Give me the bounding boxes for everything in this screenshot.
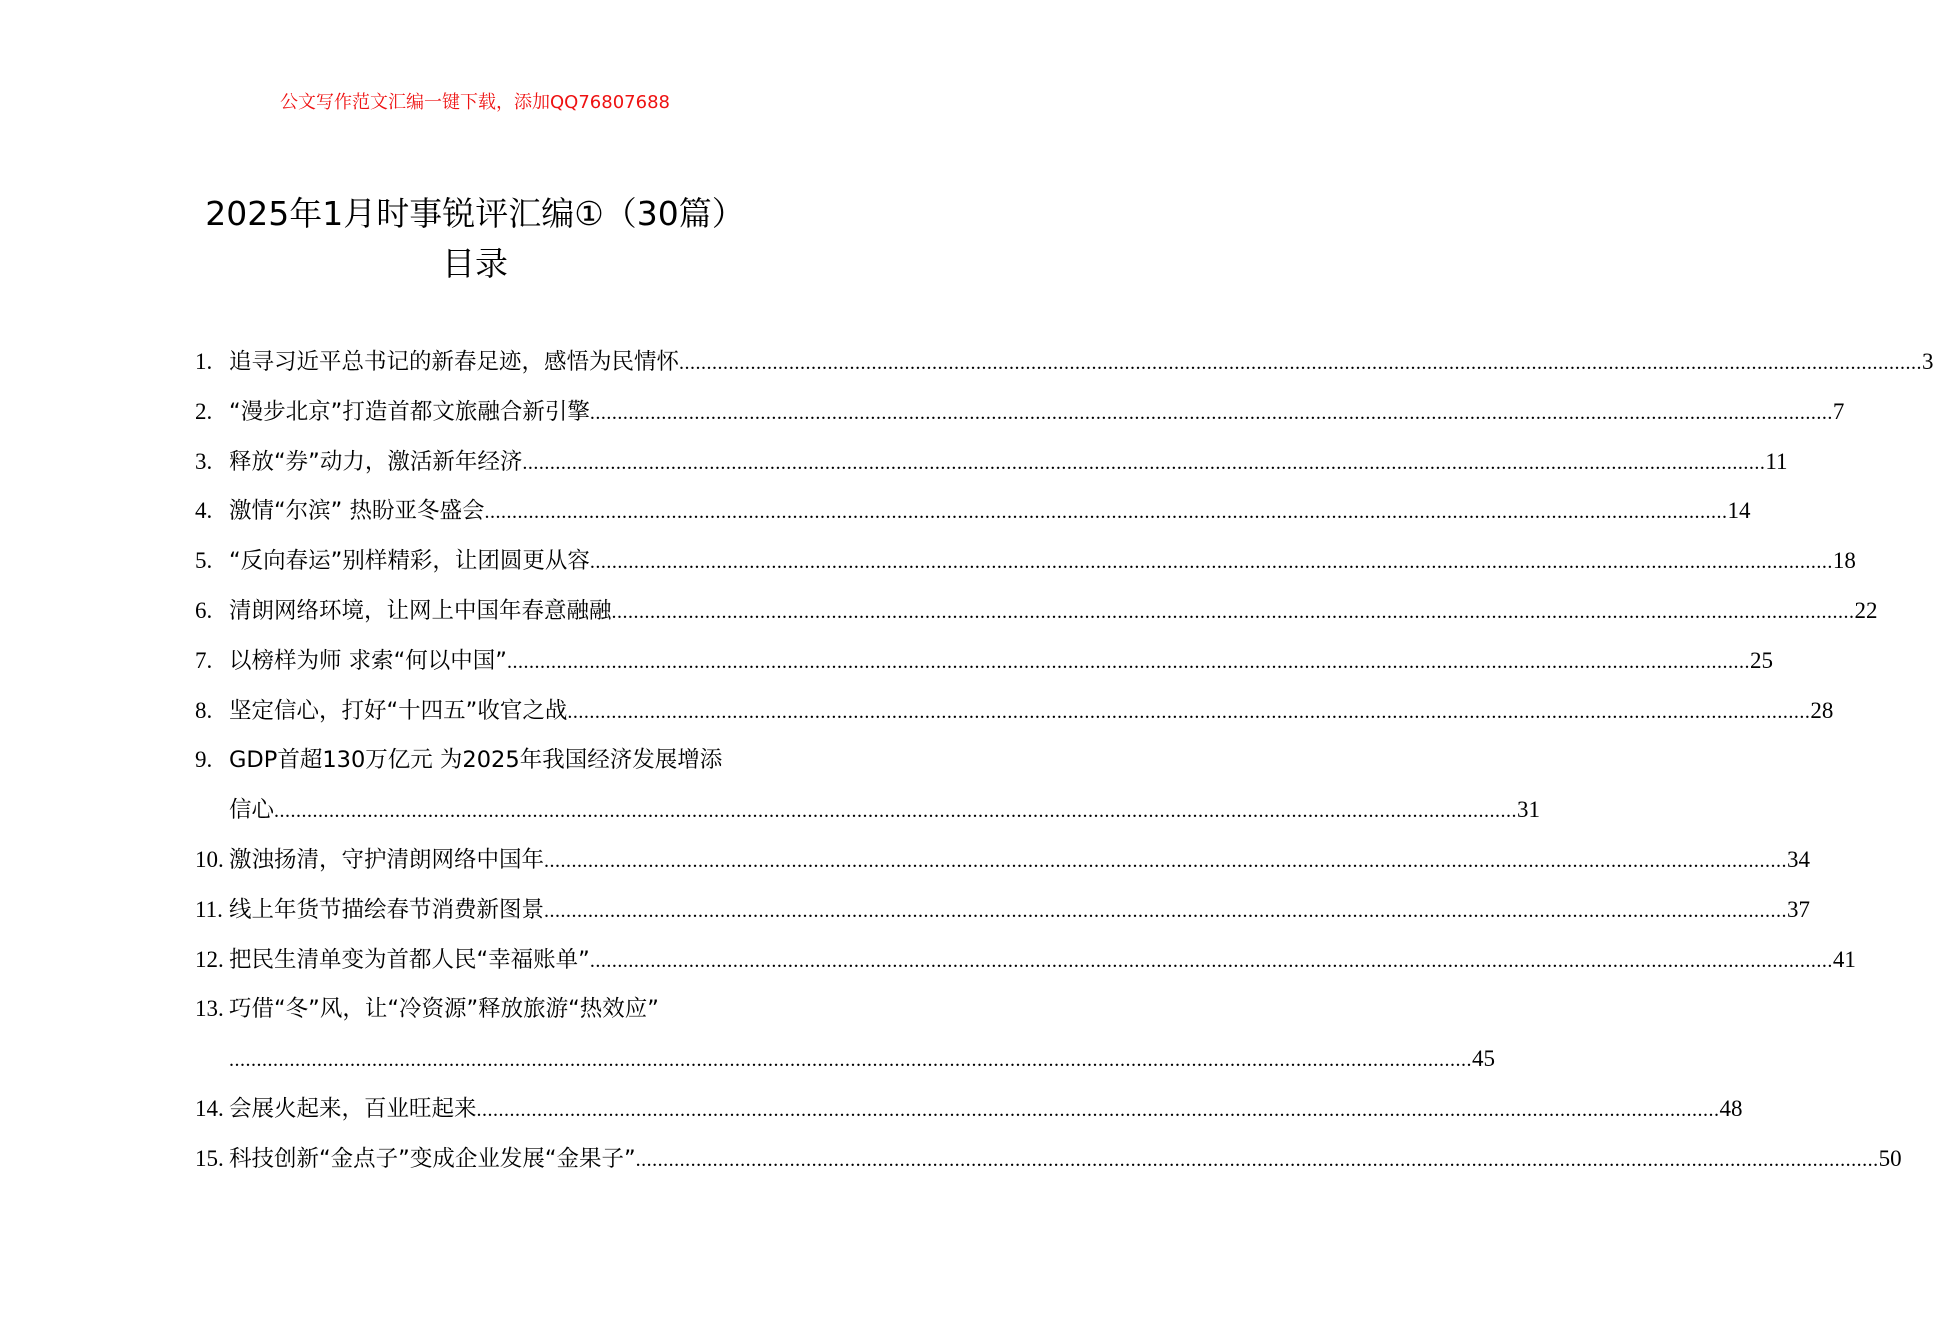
- toc-entry-title: 会展火起来，百业旺起来: [229, 1095, 477, 1122]
- toc-leader-dots: [484, 488, 1727, 538]
- toc-entry-page: 22: [1854, 597, 1878, 623]
- toc-entry-title: 以榜样为师 求索“何以中国”: [229, 647, 507, 674]
- toc-entry: [195, 885, 1811, 935]
- toc-leader-dots: [590, 389, 1833, 439]
- toc-leader-dots: [274, 787, 1517, 837]
- toc-entry-continuation: [195, 785, 1541, 835]
- toc-entry: [195, 984, 806, 1034]
- toc-entry-number: 7.: [195, 647, 213, 673]
- toc-entry-title: 激情“尔滨” 热盼亚冬盛会: [229, 498, 485, 525]
- download-note: 公文写作范文汇编一键下载，添加QQ76807688: [280, 92, 670, 113]
- toc-entry-page: 48: [1719, 1095, 1743, 1121]
- toc-entry-title: 把民生清单变为首都人民“幸福账单”: [229, 946, 590, 973]
- toc-entry-page: 31: [1517, 797, 1541, 823]
- toc-entry-page: 41: [1832, 946, 1856, 972]
- toc-entry-title: 追寻习近平总书记的新春足迹，感悟为民情怀: [229, 349, 680, 375]
- toc-entry-page: 7: [1832, 398, 1845, 424]
- toc-entry-number: 15.: [195, 1145, 224, 1171]
- toc-entry: [195, 387, 1845, 437]
- toc-leader-dots: [590, 937, 1833, 987]
- toc-entry-number: 12.: [195, 946, 224, 972]
- toc-entry-title: 激浊扬清，守护清朗网络中国年: [229, 846, 545, 873]
- toc-entry: [195, 735, 806, 785]
- toc-entry-number: 5.: [195, 548, 213, 574]
- toc-entry-page: 14: [1727, 498, 1751, 524]
- toc-entry-title-cont: 信心: [229, 797, 275, 824]
- table-of-contents: [195, 337, 1934, 1184]
- toc-leader-dots: [679, 339, 1922, 389]
- toc-entry: [195, 586, 1878, 636]
- toc-entry-page: 18: [1832, 548, 1856, 574]
- toc-leader-dots: [522, 439, 1765, 489]
- toc-entry-page: 34: [1787, 846, 1811, 872]
- toc-entry-number: 13.: [195, 996, 224, 1022]
- toc-entry-title: GDP首超130万亿元 为2025年我国经济发展增添: [229, 747, 723, 774]
- toc-entry-title: 科技创新“金点子”变成企业发展“金果子”: [229, 1145, 636, 1172]
- toc-entry-number: 10.: [195, 846, 224, 872]
- toc-entry-continuation: [195, 1034, 1495, 1084]
- toc-entry-title: “反向春运”别样精彩，让团圆更从容: [229, 548, 590, 575]
- toc-entry-title: “漫步北京”打造首都文旅融合新引擎: [229, 398, 590, 425]
- toc-entry-title: 清朗网络环境，让网上中国年春意融融: [229, 597, 612, 624]
- toc-entry: [195, 1084, 1743, 1134]
- toc-entry: [195, 1134, 1902, 1184]
- toc-entry: [195, 536, 1856, 586]
- toc-leader-dots: [636, 1136, 1879, 1186]
- toc-entry-number: 8.: [195, 697, 213, 723]
- toc-entry-number: 14.: [195, 1095, 224, 1121]
- toc-entry-page: 11: [1765, 448, 1788, 474]
- toc-entry-number: 9.: [195, 747, 213, 773]
- toc-heading: 目录: [442, 244, 508, 283]
- toc-entry-title: 线上年货节描绘春节消费新图景: [229, 896, 545, 923]
- toc-leader-dots: [507, 638, 1750, 688]
- toc-entry: [195, 486, 1751, 536]
- toc-entry-number: 6.: [195, 597, 213, 623]
- toc-entry-number: 1.: [195, 349, 213, 374]
- toc-entry-number: 4.: [195, 498, 213, 524]
- toc-entry-title: 释放“券”动力，激活新年经济: [229, 448, 523, 475]
- toc-entry-number: 11.: [195, 896, 223, 922]
- toc-entry-page: 28: [1810, 697, 1834, 723]
- toc-entry-page: 50: [1878, 1145, 1902, 1171]
- toc-entry: [195, 835, 1811, 885]
- toc-entry: [195, 337, 1934, 387]
- toc-leader-dots: [567, 688, 1810, 738]
- toc-entry: [195, 686, 1834, 736]
- toc-entry-number: 3.: [195, 448, 213, 474]
- toc-leader-dots: [544, 837, 1787, 887]
- toc-leader-dots: [477, 1086, 1720, 1136]
- toc-entry-page: 3: [1922, 349, 1934, 374]
- toc-leader-dots: [544, 887, 1787, 937]
- toc-entry-title: 坚定信心，打好“十四五”收官之战: [229, 697, 568, 724]
- toc-leader-dots: [590, 538, 1833, 588]
- document-title: 2025年1月时事锐评汇编①（30篇）: [205, 194, 745, 233]
- toc-entry: [195, 636, 1773, 686]
- toc-entry-title: 巧借“冬”风，让“冷资源”释放旅游“热效应”: [229, 996, 659, 1023]
- toc-entry-page: 25: [1749, 647, 1773, 673]
- toc-entry-page: 37: [1787, 896, 1811, 922]
- toc-leader-dots: [229, 1036, 1472, 1086]
- toc-entry: [195, 437, 1788, 487]
- toc-entry: [195, 935, 1856, 985]
- toc-entry-page: 45: [1472, 1046, 1495, 1072]
- toc-leader-dots: [612, 588, 1855, 638]
- toc-entry-number: 2.: [195, 398, 213, 424]
